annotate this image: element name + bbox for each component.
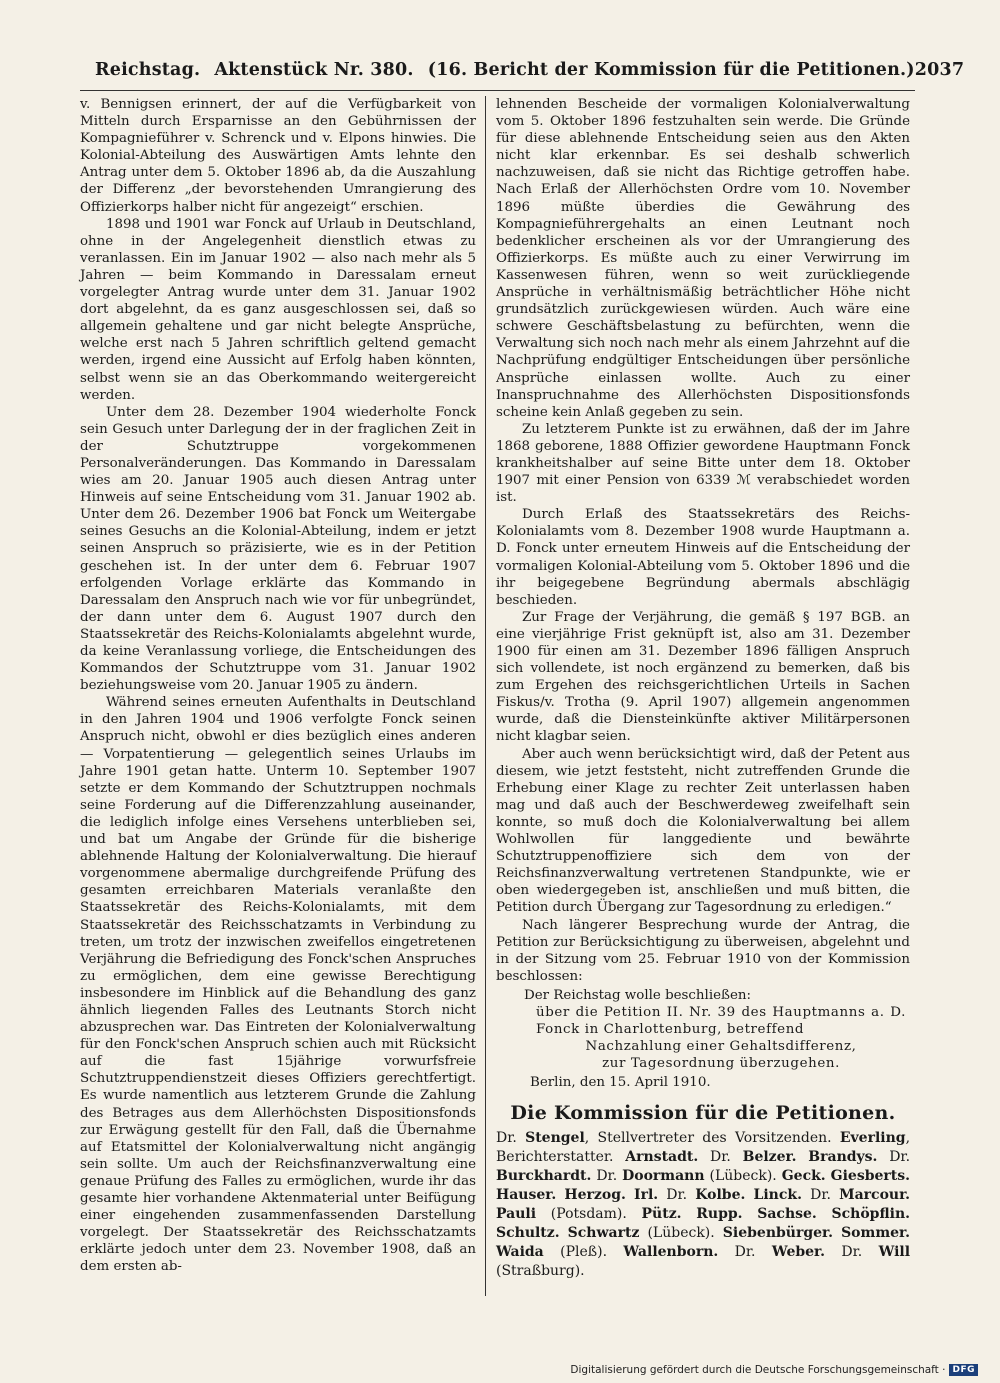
member-text xyxy=(817,1206,832,1222)
paragraph: Aber auch wenn berücksichtigt wird, daß der Petent aus diesem, wie jetzt feststeht, nicht zutreffenden Grunde die Erhebung einer Klage zu rechter Zeit unterlassen haben mag und daß auch der Beschwerdeweg zweifelhaft sein konnte, so muß doch die Kolonialverwaltung bei allem Wohlwollen für langgediente und bewährte Schutztruppenoffiziere sich dem von der Reichsfinanzverwaltung vertretenen Standpunkte, wie er oben wiedergegeben ist, anschließen und muß bitten, die Petition durch Übergang zur Tagesordnung zu erledigen.“ xyxy=(496,746,910,916)
member-name: Doormann xyxy=(622,1168,705,1185)
paragraph: Zu letzterem Punkte ist zu erwähnen, daß der im Jahre 1868 geborene, 1888 Offizier gewordene Hauptmann Fonck krankheitshalber auf seine Bitte unter dem 18. Oktober 1907 mit einer Pension von 6339 ℳ verabschiedet worden ist. xyxy=(496,421,910,506)
member-text: (Lübeck). xyxy=(639,1225,723,1242)
page-header xyxy=(95,60,965,86)
column-divider xyxy=(485,96,486,1296)
paragraph: Während seines erneuten Aufenthalts in Deutschland in den Jahren 1904 und 1906 verfolgte Fonck seinen Anspruch nicht, obwohl er dies bezüglich eines anderen — Vorpatentierung — gelegentlich seines Urlaubs im Jahre 1901 getan hatte. Unterm 10. September 1907 setzte er dem Kommando der Schutztruppen nochmals seine Forderung auf die Differenzzahlung auseinander, die lediglich infolge eines Versehens unterblieben sei, und bat um Angabe der Gründe für die bisherige ablehnende Haltung der Kolonialverwaltung. Die hierauf vorgenommene abermalige durchgreifende Prüfung des gesamten erreichbaren Materials veranlaßte den Staatssekretär des Reichs-Kolonialamts, mit dem Staatssekretär des Reichsschatzamts in Verbindung zu treten, um trotz der inzwischen zweifellos eingetretenen Verjährung die Befriedigung des Fonck'schen Anspruches zu ermöglichen, dem eine gewisse Berechtigung insbesondere im Hinblick auf die Behandlung des ganz ähnlich liegenden Falles des Leutnants Storch nicht abzusprechen war. Das Eintreten der Kolonialverwaltung für den Fonck'schen Anspruch schien auch mit Rücksicht auf die fast 15jährige vorwurfsfreie Schutztruppendienstzeit dieses Offiziers gerechtfertigt. Es wurde namentlich aus letzterem Grunde die Zahlung des Betrages aus dem Allerhöchsten Dispositionsfonds zur Erwägung gestellt für den Fall, daß die Übernahme auf Etatsmittel der Kolonialverwaltung nicht angängig sein sollte. Um auch der Reichsfinanzverwaltung eine genaue Prüfung des Falles zu ermöglichen, wurde ihr das gesamte hier vorhandene Aktenmaterial unter Beifügung einer eingehenden zusammenfassenden Darstellung vorgelegt. Der Staatssekretär des Reichsschatzamts erklärte jedoch unter dem 23. November 1908, daß an dem ersten ab- xyxy=(80,695,476,1275)
member-text: , Stellvertreter des Vorsitzenden. xyxy=(584,1130,840,1147)
member-text: Dr. xyxy=(496,1130,526,1147)
member-text: Dr. xyxy=(698,1149,743,1166)
member-name: Everling xyxy=(839,1130,906,1147)
member-name: Schultz. xyxy=(496,1225,560,1242)
member-text xyxy=(626,1187,634,1203)
left-column xyxy=(80,96,476,1275)
member-name: Waida xyxy=(496,1244,544,1261)
resolution-block xyxy=(496,987,910,1092)
member-name: Weber. xyxy=(771,1244,826,1261)
commission-title: Die Kommission für die Petitionen. xyxy=(510,1102,896,1125)
page-number: 2037 xyxy=(914,60,965,80)
resolution-date: Berlin, den 15. April 1910. xyxy=(530,1075,711,1091)
paragraph: Durch Erlaß des Staatssekretärs des Reichs-Kolonialamts vom 8. Dezember 1908 wurde Hauptmann a. D. Fonck unter erneutem Hinweis auf die Entscheidung der vormaligen Kolonial-Abteilung vom 5. Oktober 1896 und die ihr beigegebene Begründung abermals abschlägig beschieden. xyxy=(496,507,910,608)
member-name: Hauser. xyxy=(496,1187,557,1204)
member-text: Dr. xyxy=(825,1244,879,1261)
member-name: Will xyxy=(878,1244,911,1261)
member-name: Siebenbürger. xyxy=(722,1225,833,1242)
member-name: Wallenborn. xyxy=(623,1244,719,1261)
right-column-paragraphs xyxy=(496,96,910,985)
member-name: Kolbe. xyxy=(695,1187,746,1204)
resolution-motion xyxy=(496,1004,910,1072)
member-text: Dr. xyxy=(801,1187,840,1204)
member-text xyxy=(743,1206,758,1222)
paragraph: 1898 und 1901 war Fonck auf Urlaub in Deutschland, ohne in der Angelegenheit dienstlich etwas zu veranlassen. Ein im Januar 1902 — also nach mehr als 5 Jahren — beim Kommando in Daressalam erneut vorgelegter Antrag wurde unter dem 31. Januar 1902 dort abgelehnt, da es ganz ausgeschlossen sei, daß so allgemein gehaltene und gar nicht belegte Ansprüche, welche erst nach 5 Jahren schriftlich geltend gemacht werden, irgend eine Aussicht auf Erfolg haben könnten, selbst wenn sie an das Oberkommando weitergereicht werden. xyxy=(80,216,476,403)
commission-members xyxy=(496,1129,910,1281)
paragraph: Unter dem 28. Dezember 1904 wiederholte Fonck sein Gesuch unter Darlegung der in der fraglichen Zeit in der Schutztruppe vorgekommenen Personalveränderungen. Das Kommando in Daressalam wies am 20. Januar 1905 auch diesen Antrag unter Hinweis auf seine Entscheidung vom 31. Januar 1902 ab. Unter dem 26. Dezember 1906 bat Fonck um Weitergabe seines Gesuchs an die Kolonial-Abteilung, indem er jetzt seinen Anspruch so präzisierte, wie es in der Petition geschehen ist. In der unter dem 6. Februar 1907 erfolgenden Vorlage erklärte das Kommando in Daressalam den Anspruch nach wie vor für unbegründet, der dann unter dem 6. August 1907 durch den Staatssekretär des Reichs-Kolonialamts abgelehnt wurde, da keine Veranlassung vorliege, die Entscheidungen des Kommandos der Schutztruppe vom 31. Januar 1902 beziehungsweise vom 20. Januar 1905 zu ändern. xyxy=(80,404,476,694)
member-name: Linck. xyxy=(753,1187,802,1204)
header-reichstag: Reichstag. xyxy=(95,60,201,80)
dfg-logo-icon: DFG xyxy=(949,1364,978,1376)
member-text: , Berichterstatter. xyxy=(496,1130,911,1166)
member-text: (Pleß). xyxy=(543,1244,624,1261)
member-name: Stengel xyxy=(525,1130,585,1147)
member-text: Dr. xyxy=(877,1149,911,1166)
member-text: Dr. xyxy=(591,1168,623,1185)
member-name: Geck. xyxy=(781,1168,826,1185)
motion-line-2: Nachzahlung einer Gehaltsdifferenz, xyxy=(585,1039,857,1055)
digitization-footer xyxy=(570,1364,978,1376)
header-title xyxy=(95,60,915,80)
member-name: Pütz. xyxy=(641,1206,682,1223)
paragraph: Nach längerer Besprechung wurde der Antrag, die Petition zur Berücksichtigung zu überweisen, abgelehnt und in der Sitzung vom 25. Februar 1910 von der Kommission beschlossen: xyxy=(496,917,910,984)
member-text: Dr. xyxy=(718,1244,772,1261)
member-text: (Straßburg). xyxy=(496,1263,585,1280)
member-name: Burckhardt. xyxy=(496,1168,592,1185)
resolution-intro: Der Reichstag wolle beschließen: xyxy=(524,987,752,1003)
member-name: Irl. xyxy=(634,1187,659,1204)
member-name: Marcour. xyxy=(839,1187,911,1204)
member-name: Pauli xyxy=(496,1206,537,1223)
member-text: (Lübeck). xyxy=(704,1168,782,1185)
member-text xyxy=(833,1225,841,1241)
member-text: (Potsdam). xyxy=(536,1206,642,1223)
member-name: Schwartz xyxy=(567,1225,640,1242)
header-aktenstueck: Aktenstück Nr. 380. xyxy=(214,60,414,80)
member-text xyxy=(797,1149,809,1165)
paragraph: Zur Frage der Verjährung, die gemäß § 197 BGB. an eine vierjährige Frist geknüpft ist, also am 31. Dezember 1900 für einen am 31. Dezember 1896 fälligen Anspruch sich vollendete, ist noch ergänzend zu bemerken, daß bis zum Ergehen des reichsgerichtlichen Urteils in Sachen Fiskus/v. Trotha (9. April 1907) allgemein angenommen wurde, daß die Diensteinkünfte aktiver Militärpersonen nicht klagbar seien. xyxy=(496,609,910,745)
member-name: Herzog. xyxy=(564,1187,626,1204)
header-rule xyxy=(80,90,915,91)
member-name: Rupp. xyxy=(696,1206,743,1223)
member-name: Brandys. xyxy=(808,1149,878,1166)
motion-line-3: zur Tagesordnung überzugehen. xyxy=(602,1056,840,1072)
paragraph: lehnenden Bescheide der vormaligen Kolonialverwaltung vom 5. Oktober 1896 festzuhalten sein werde. Die Gründe für diese ablehnende Entscheidung seien aus den Akten nicht klar erkennbar. Es sei deshalb schwerlich nachzuweisen, daß sie nicht das Richtige getroffen habe. Nach Erlaß der Allerhöchsten Ordre vom 10. November 1896 müßte überdies die Gewährung des Kompagnieführergehalts an einen Leutnant noch bedenklicher erscheinen als vor der Umrangierung des Offizierkorps. Es müßte auch zu einer Verwirrung im Kassenwesen führen, wenn so weit zurückliegende Ansprüche in verhältnismäßig beträchtlicher Höhe nicht grundsätzlich zurückgewiesen würden. Auch wäre eine schwere Geschäftsbelastung zu befürchten, wenn die Verwaltung sich noch nach mehr als einem Jahrzehnt auf die Nachprüfung endgültiger Entscheidungen über persönliche Ansprüche einlassen wollte. Auch zu einer Inanspruchnahme des Allerhöchsten Dispositionsfonds scheine kein Anlaß gegeben zu sein. xyxy=(496,97,910,420)
member-name: Arnstadt. xyxy=(625,1149,699,1166)
member-name: Sachse. xyxy=(757,1206,817,1223)
paragraph: v. Bennigsen erinnert, der auf die Verfügbarkeit von Mitteln durch Ersparnisse an den Gebührnissen der Kompagnieführer v. Schrenck und v. Elpons hinwies. Die Kolonial-Abteilung des Auswärtigen Amts lehnte den Antrag unter dem 5. Oktober 1896 ab, da die Auszahlung der Differenz „der bevorstehenden Umrangierung des Offizierkorps halber nicht für angezeigt“ erschien. xyxy=(80,97,476,215)
member-text xyxy=(682,1206,697,1222)
member-name: Schöpflin. xyxy=(831,1206,911,1223)
member-name: Belzer. xyxy=(742,1149,797,1166)
member-name: Giesberts. xyxy=(830,1168,910,1185)
right-column xyxy=(496,96,910,1281)
member-name: Sommer. xyxy=(841,1225,911,1242)
motion-line-1: über die Petition II. Nr. 39 des Hauptmanns a. D. Fonck in Charlottenburg, betreffend xyxy=(536,1004,906,1038)
member-text: Dr. xyxy=(658,1187,696,1204)
member-text xyxy=(745,1187,753,1203)
footer-text: Digitalisierung gefördert durch die Deutsche Forschungsgemeinschaft · xyxy=(570,1364,946,1376)
member-text xyxy=(560,1225,568,1241)
header-report-title: (16. Bericht der Kommission für die Petitionen.) xyxy=(427,60,915,80)
